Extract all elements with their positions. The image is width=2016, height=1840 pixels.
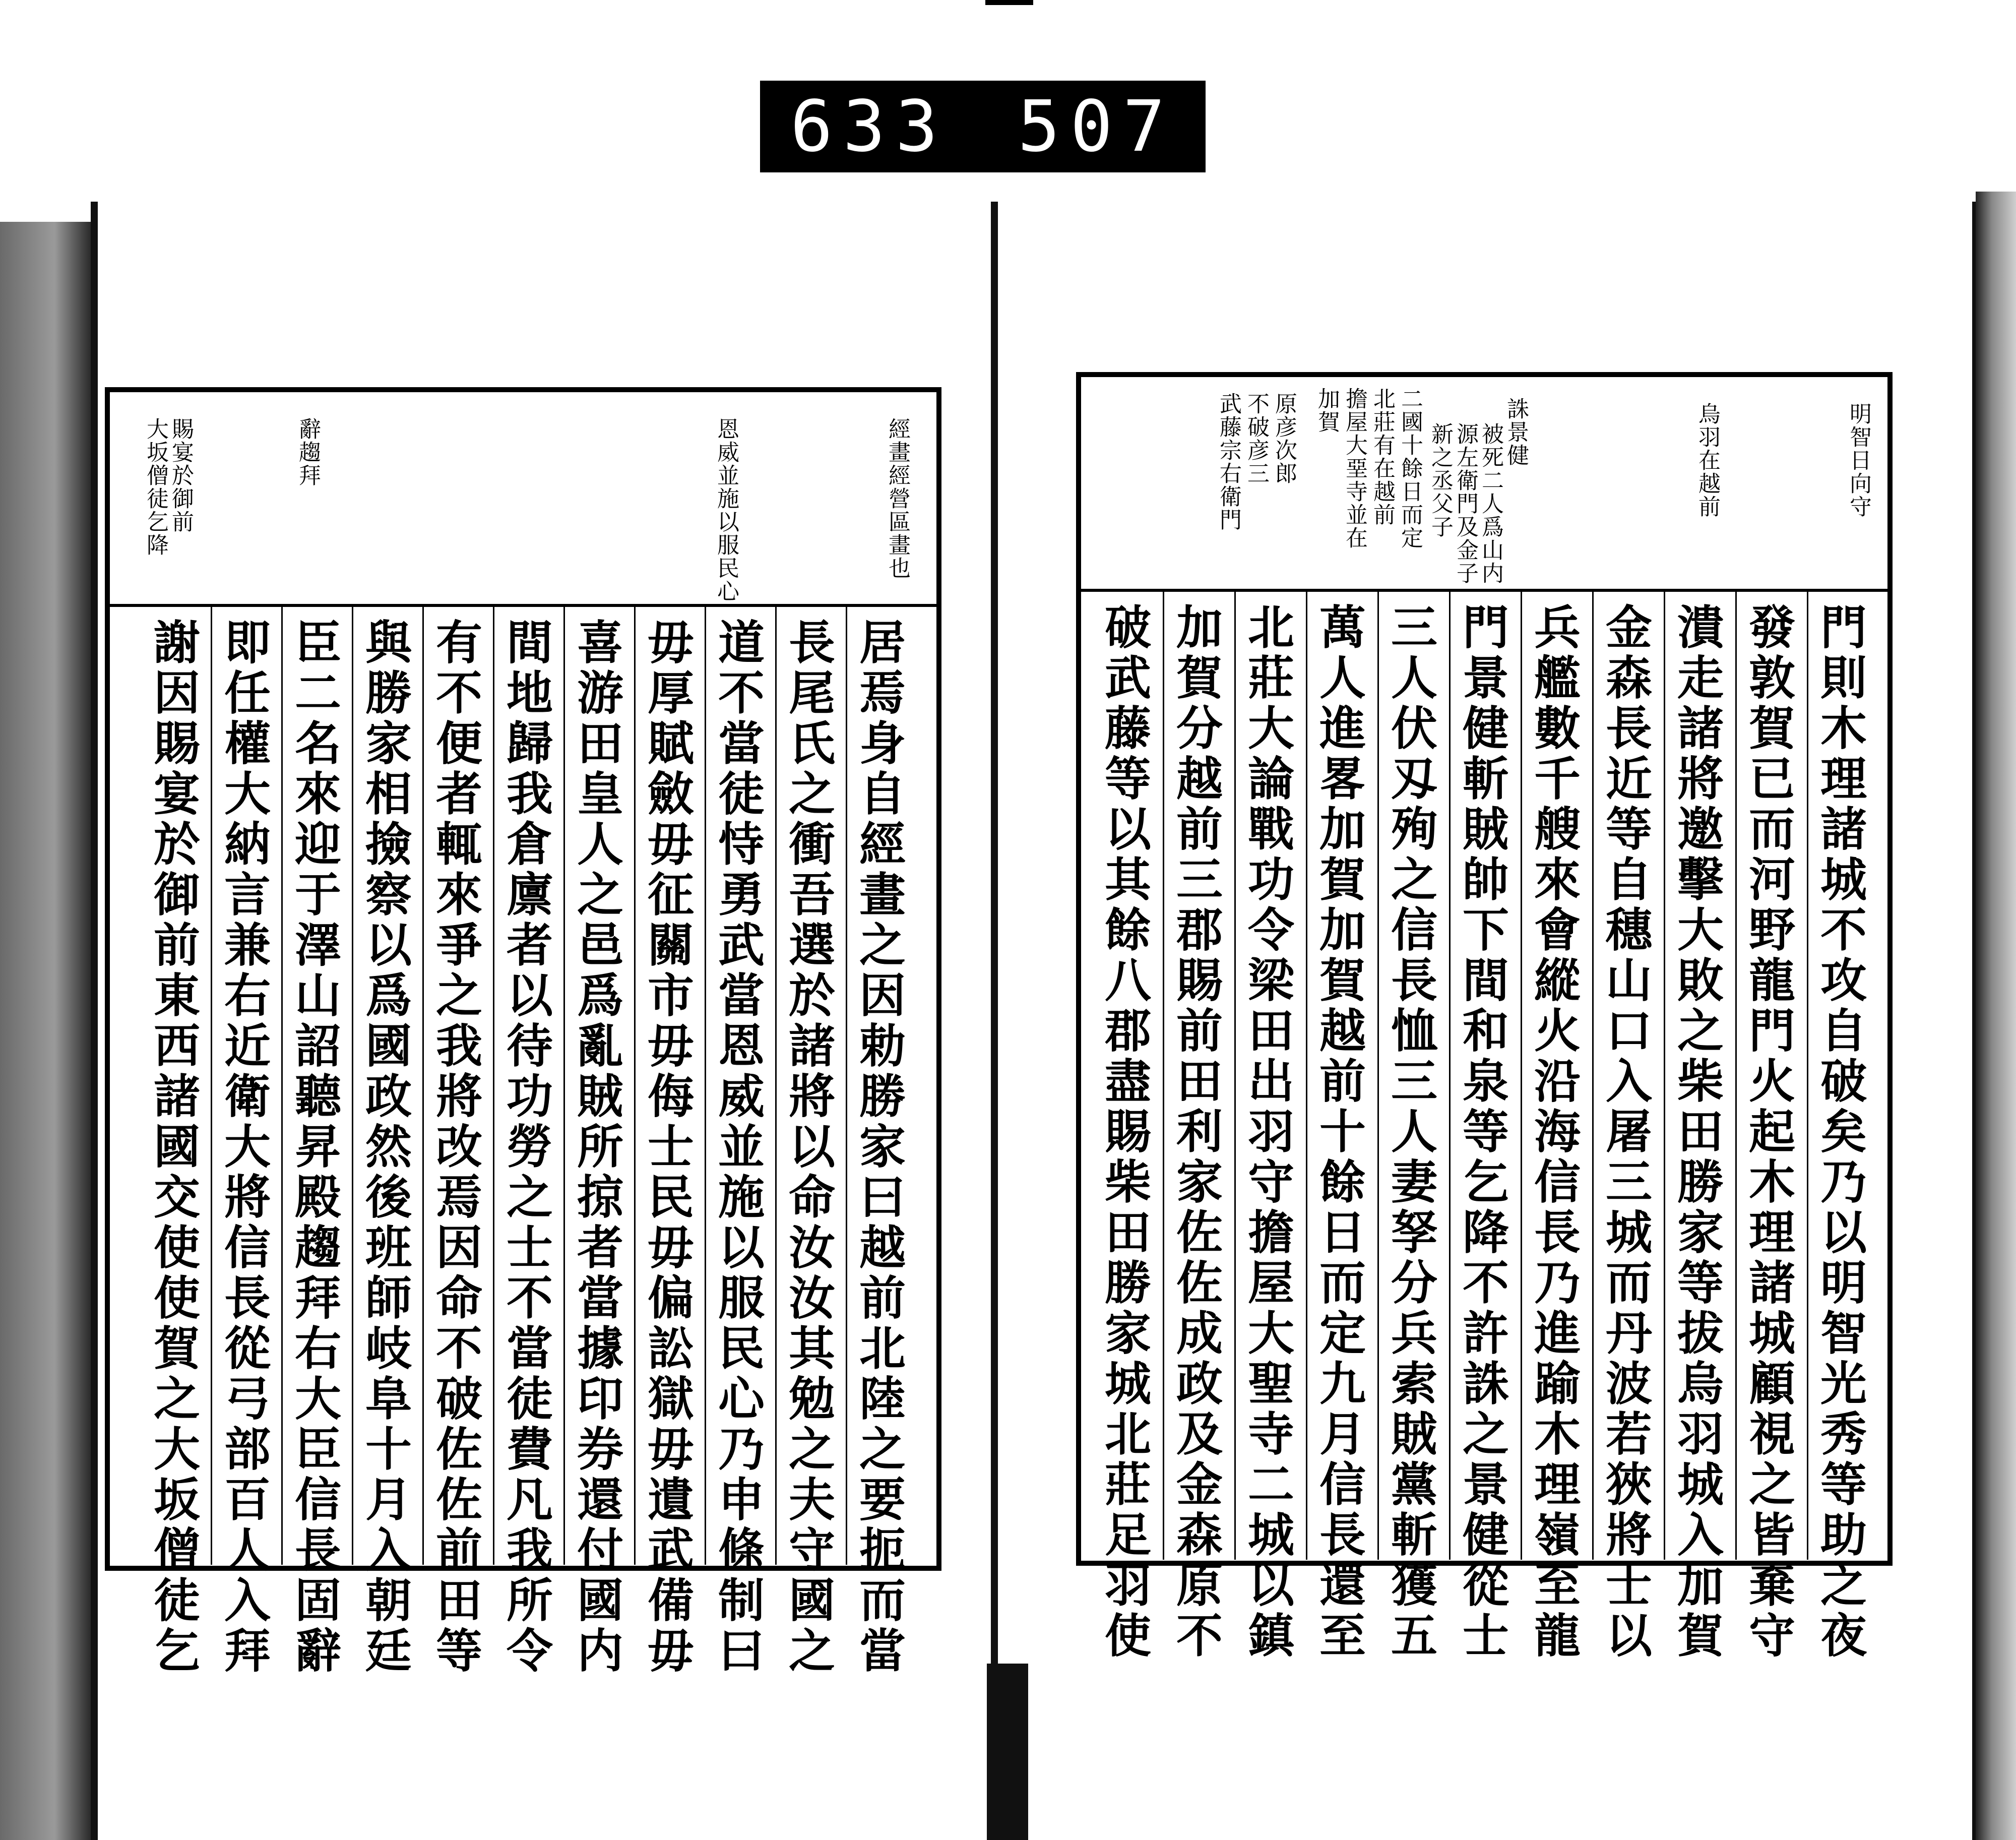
book-spine: [991, 202, 998, 1840]
column-rule: [493, 607, 494, 1565]
head-note: 誅景健: [1503, 397, 1529, 467]
head-note: 大坂僧徒乞降: [143, 417, 168, 557]
column-rule: [422, 607, 424, 1565]
text-column: 北莊大論戰功令梁田出羽守擔屋大聖寺二城以鎮: [1240, 603, 1295, 1662]
text-column: 潰走諸將邀擊大敗之柴田勝家等拔烏羽城入加賀: [1670, 603, 1724, 1662]
text-column: 門景健斬賊帥下間和泉等乞降不許誅之景健從士: [1455, 603, 1509, 1662]
left-text-frame: [105, 387, 941, 1677]
column-rule: [705, 607, 706, 1565]
header-rule: [1081, 589, 1887, 592]
text-column: 破武藤等以其餘八郡盡賜柴田勝家城北莊足羽使: [1097, 603, 1152, 1662]
column-rule: [352, 607, 353, 1565]
column-rule: [1735, 592, 1737, 1560]
label-left-number: 633: [790, 85, 948, 168]
text-column: 道不當徒恃勇武當恩威並施以服民心乃申條制曰: [711, 618, 765, 1677]
column-rule: [1234, 592, 1236, 1560]
column-rule: [634, 607, 636, 1565]
column-rule: [1807, 592, 1808, 1560]
right-text-frame: [1076, 372, 1893, 1662]
text-column: 兵艦數千艘來會縱火沿海信長乃進踰木理嶺至龍: [1527, 603, 1581, 1662]
head-note: 經畫經營區畫也: [885, 417, 910, 580]
head-note: 新之丞父子: [1427, 422, 1453, 538]
column-rule: [1521, 592, 1522, 1560]
column-rule: [846, 607, 847, 1565]
column-rule: [775, 607, 777, 1565]
scan-left-margin: [0, 222, 91, 1840]
head-note: 北莊有在越前: [1369, 387, 1395, 526]
column-rule: [563, 607, 565, 1565]
text-column: 謝因賜宴於御前東西諸國交使使賀之大坂僧徒乞: [146, 618, 201, 1677]
column-rule: [211, 607, 212, 1565]
text-column: 門則木理諸城不攻自破矣乃以明智光秀等助之夜: [1813, 603, 1867, 1662]
head-note: 二國十餘日而定: [1397, 387, 1423, 549]
header-rule: [110, 604, 936, 607]
head-note: 烏羽在越前: [1694, 402, 1720, 518]
text-column: 臣二名來迎于澤山詔聽昇殿趨拜右大臣信長固辭: [287, 618, 342, 1677]
spine-shadow: [987, 1664, 1028, 1840]
column-rule: [1664, 592, 1665, 1560]
top-edge-mark: [985, 0, 1033, 5]
column-rule: [1592, 592, 1594, 1560]
text-column: 發敦賀已而河野龍門火起木理諸城顧視之皆棄守: [1741, 603, 1796, 1662]
head-note: 賜宴於御前: [168, 417, 194, 533]
text-column: 加賀分越前三郡賜前田利家佐佐成政及金森原不: [1169, 603, 1223, 1662]
head-note: 明智日向守: [1846, 402, 1871, 518]
text-column: 萬人進畧加賀加賀越前十餘日而定九月信長還至: [1312, 603, 1366, 1662]
text-column: 居焉身自經畫之因勅勝家曰越前北陸之要扼而當: [852, 618, 906, 1677]
head-note: 加賀: [1314, 387, 1340, 434]
frame-number-label: [760, 81, 1206, 172]
text-column: 喜游田皇人之邑爲亂賊所掠者當據印券還付國内: [570, 618, 624, 1677]
column-rule: [1306, 592, 1307, 1560]
text-column: 三人伏刄殉之信長恤三人妻孥分兵索賊黨斬獲五: [1383, 603, 1438, 1662]
text-column: 即任權大納言兼右近衛大將信長從弓部百人入拜: [217, 618, 271, 1677]
text-column: 間地歸我倉廪者以待功勞之士不當徒費凡我所令: [499, 618, 553, 1677]
text-column: 有不便者輒來爭之我將改焉因命不破佐佐前田等: [428, 618, 483, 1677]
column-rule: [1449, 592, 1451, 1560]
scan-right-margin: [1976, 192, 2016, 1840]
head-note: 源左衛門及金子: [1453, 422, 1478, 585]
column-rule: [281, 607, 283, 1565]
text-column: 與勝家相撿察以爲國政然後班師岐阜十月入朝廷: [358, 618, 412, 1677]
column-rule: [1163, 592, 1164, 1560]
text-column: 長尾氏之衝吾選於諸將以命汝汝其勉之夫守國之: [781, 618, 836, 1677]
text-column: 毋厚賦斂毋征關市毋侮士民毋偏訟獄毋遺武備毋: [640, 618, 695, 1677]
head-note: 不破彦三: [1243, 392, 1269, 485]
text-column: 金森長近等自穗山口入屠三城而丹波若狹將士以: [1598, 603, 1653, 1662]
head-note: 原彦次郎: [1271, 392, 1297, 485]
label-right-number: 507: [1018, 85, 1175, 168]
column-rule: [1377, 592, 1379, 1560]
head-note: 擔屋大堊寺並在: [1342, 387, 1367, 549]
head-note: 辭趨拜: [295, 417, 321, 487]
head-note: 恩威並施以服民心: [713, 417, 739, 603]
head-note: 被死二人爲山内: [1478, 422, 1503, 585]
head-note: 武藤宗右衛門: [1216, 392, 1241, 531]
